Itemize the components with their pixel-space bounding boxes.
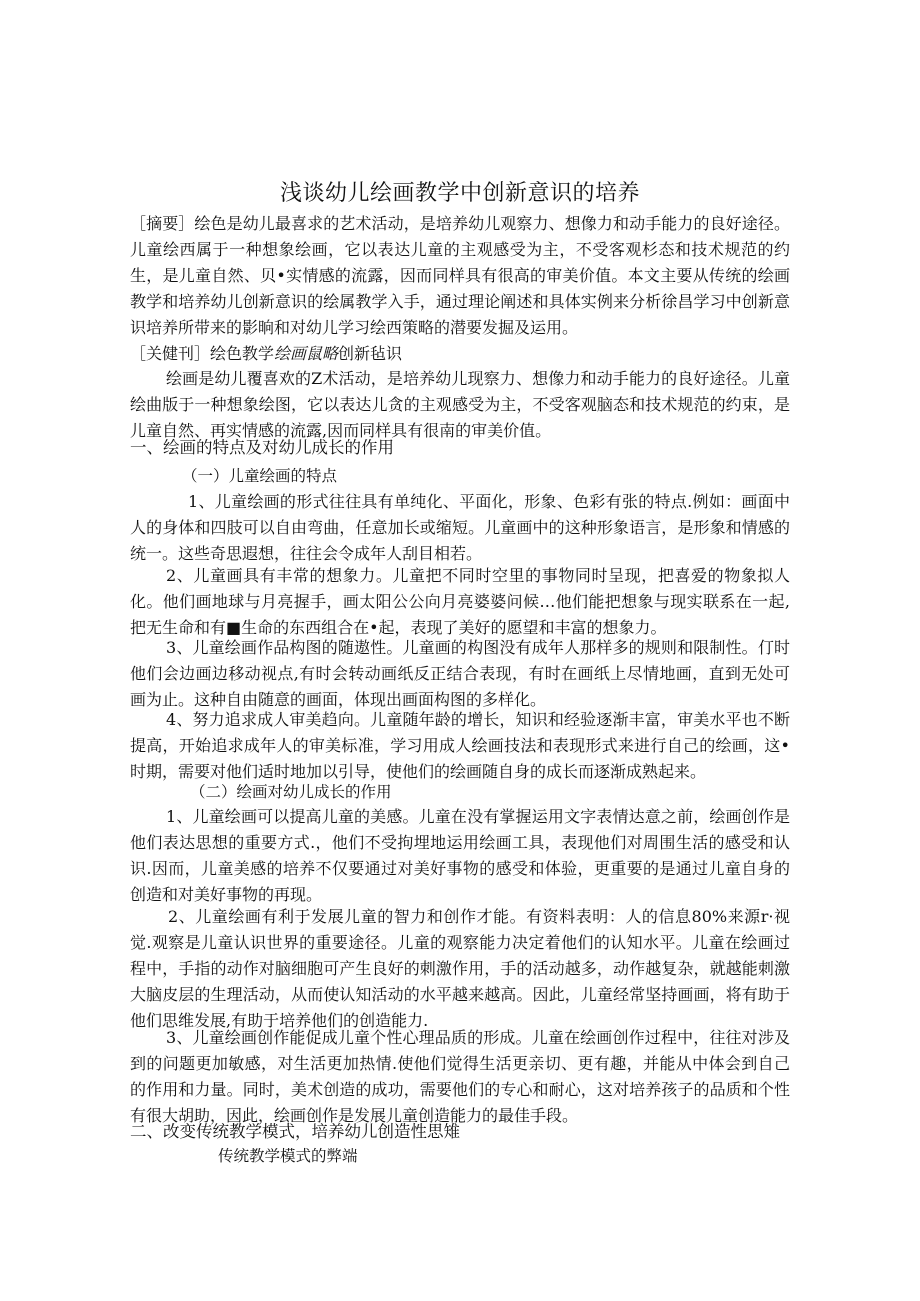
keyword-2: 绘画鼠略 bbox=[274, 344, 339, 363]
abstract-text: 绘色是幼儿最喜求的艺术活动，是培养幼儿观察力、想像力和动手能力的良好途径。儿童绘西属于一种想象绘画，它以表达儿童的主观感受为主，不受客观杉态和技术规范的约生，是儿童自然、贝•实情感的流露，因而同样具有很高的审美价值。本文主要从传统的绘画教学和培养幼儿创新意识的绘属教学入手，通过理论阐述和具体实例来分析徐昌学习中创新意识培养所带来的影晌和对幼儿学习绘西策略的潜要发掘及运用。 bbox=[130, 214, 790, 337]
section1-sub2-p2: 2、儿童绘画有利于发展儿童的智力和创作才能。有资料表明：人的信息80%来源r·视觉.观察是儿童认识世界的重要途径。儿童的观察能力决定着他们的认知水平。儿童在绘画过程中，手指的动作对脑细胞可产生良好的刺激作用，手的活动越多，动作越复杂，就越能刺激大脑皮层的生理活动，从而使认知活动的水平越来越高。因此，儿童经常坚持画画，将有助于他们思维发展,有助于培养他们的创造能力. bbox=[130, 907, 790, 1030]
section2-heading: 二、改变传统教学模式，培养幼儿创造性思雉 bbox=[130, 1122, 460, 1141]
abstract-label: ［摘要］ bbox=[130, 214, 195, 233]
keyword-1: 绘色教学 bbox=[210, 344, 275, 363]
section1-sub1-p4: 4、努力追求成人审美趋向。儿童随年龄的增长，知识和经验逐渐丰富，审美水平也不断提高，开始追求成年人的审美标准，学习用成人绘画技法和表现形式来进行自己的绘画，这•时期，需要对他们适时地加以引导，使他们的绘画随自身的成长而逐渐成熟起来。 bbox=[130, 710, 790, 781]
section1-sub1-heading: （一）儿童绘画的特点 bbox=[182, 467, 338, 485]
section1-sub1-p3: 3、儿童绘画作品构图的随遨性。儿童画的构图没有成年人那样多的规则和限制性。仃时他们会边画边移动视点,有时会转动画纸反正结合表现，有时在画纸上尽情地画，直到无处可画为止。这种自由随意的画面，体现出画面构图的多样化。 bbox=[130, 638, 790, 709]
section1-sub1-p1: 1、儿童绘画的形式往往具有单纯化、平面化，形象、色彩有张的特点.例如：画面中人的身体和四肢可以自由弯曲，任意加长或缩短。儿童画中的这种形象语言，是形象和情感的统一。这些奇思遐想，往往会令成年人刮目相若。 bbox=[130, 492, 790, 563]
page-title: 浅谈幼儿绘画教学中创新意识的培养 bbox=[279, 181, 640, 206]
section1-sub2-heading: （二）绘画对幼儿成长的作用 bbox=[190, 783, 392, 801]
intro-paragraph: 绘画是幼儿覆喜欢的Z术活动，是培养幼儿现察力、想像力和动手能力的良好途径。儿童绘曲版于一种想象绘图，它以表达儿贪的主观感受为主，不受客观脑态和技术规范的约束，是儿童自然、再实情感的流露,因而同样具有很南的审美价值。 bbox=[130, 369, 790, 440]
section1-heading: 一、绘画的特点及对幼儿成长的作用 bbox=[130, 438, 394, 457]
section1-sub2-p1: 1、儿童绘画可以提高儿童的美感。儿童在没有掌握运用文字表情达意之前，绘画创作是他们表达思想的重要方式.，他们不受拘埋地运用绘画工具，表现他们对周围生活的感受和认识.因而，儿童美感的培养不仅要通过对美好事物的感受和体验，更重要的是通过儿童自身的创造和对美好事物的再现。 bbox=[130, 807, 790, 904]
keywords-label: ［关健刊］ bbox=[130, 344, 211, 363]
section1-sub2-p3: 3、儿童绘画创作能促成儿童个性心理品质的形成。儿童在绘画创作过程中，往往对涉及到的问题更加敏感，对生活更加热情.使他们觉得生活更亲切、更有趣，并能从中体会到自己的作用和力量。同时，美术创造的成功，需要他们的专心和耐心，这对培养孩子的品质和个性有很大胡助，因此，绘画创作是发展儿童创造能力的最佳手段。 bbox=[130, 1028, 790, 1125]
keyword-3: 创新毡识 bbox=[338, 344, 403, 363]
section2-sub1-heading: 传统教学模式的弊端 bbox=[218, 1147, 358, 1165]
abstract-paragraph bbox=[130, 211, 790, 341]
keywords-line bbox=[130, 341, 790, 367]
section1-sub1-p2: 2、儿童画具有丰常的想象力。儿童把不同时空里的事物同时呈现，把喜爱的物象拟人化。他们画地球与月亮握手，画太阳公公向月亮婆婆问候…他们能把想象与现实联系在一起,把无生命和有■生命的东西组合在•起，表现了美好的愿望和丰富的想象力。 bbox=[130, 566, 790, 637]
